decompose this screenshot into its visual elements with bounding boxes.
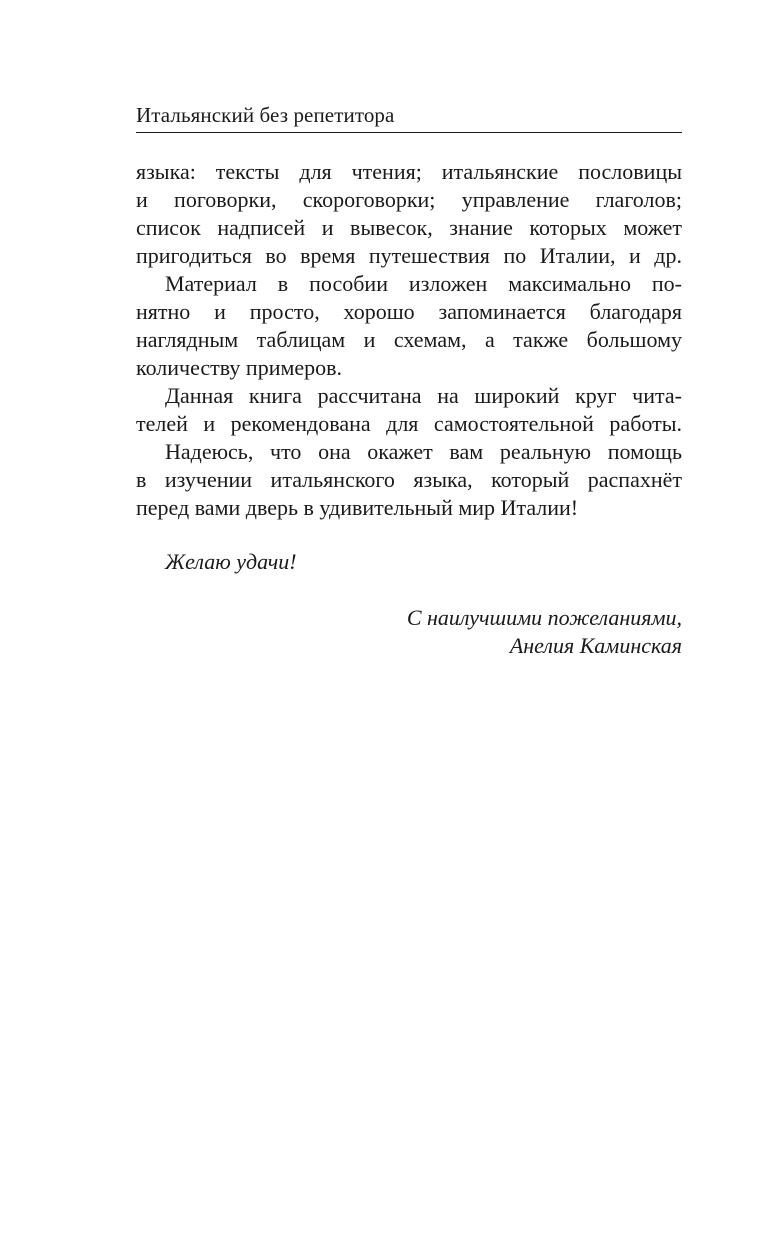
text-line: в изучении итальянского языка, который распахнёт xyxy=(136,467,682,492)
text-line: Материал в пособии изложен максимально по- xyxy=(165,271,682,296)
text-line: пригодиться во время путешествия по Италии, и др. xyxy=(136,243,682,268)
text-line: и поговорки, скороговорки; управление глаголов; xyxy=(136,187,682,212)
body-text xyxy=(136,158,682,522)
signature-author: Анелия Каминская xyxy=(509,633,682,658)
text-line: наглядным таблицам и схемам, а также большому xyxy=(136,327,682,352)
header-rule xyxy=(136,132,682,133)
text-line: Надеюсь, что она окажет вам реальную помощь xyxy=(165,439,682,464)
signature-closing: С наилучшими пожеланиями, xyxy=(406,605,682,630)
text-line: нятно и просто, хорошо запоминается благодаря xyxy=(136,299,682,324)
greeting: Желаю удачи! xyxy=(165,549,297,574)
running-head: Итальянский без репетитора xyxy=(136,103,395,127)
text-line: языка: тексты для чтения; итальянские пословицы xyxy=(136,159,682,184)
text-line: телей и рекомендована для самостоятельной работы. xyxy=(136,411,682,436)
text-line: количеству примеров. xyxy=(136,355,343,380)
text-line: перед вами дверь в удивительный мир Италии! xyxy=(136,495,579,520)
text-line: Данная книга рассчитана на широкий круг чита- xyxy=(165,383,682,408)
text-line: список надписей и вывесок, знание которых может xyxy=(136,215,682,240)
signature-block xyxy=(136,604,682,660)
